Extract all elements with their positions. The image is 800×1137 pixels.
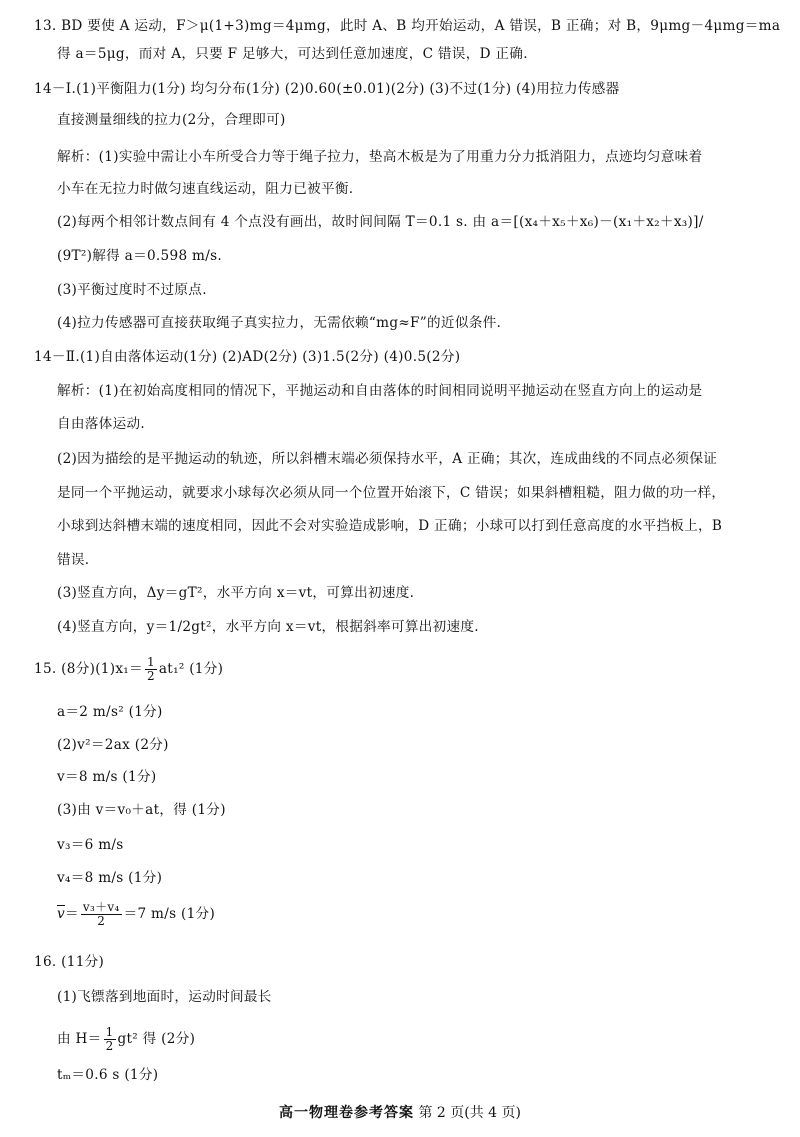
q15-line-7-tail: ＝7 m/s (1分) [123, 906, 216, 922]
q14-2-explain-1: 解析：(1)在初始高度相同的情况下，平抛运动和自由落体的时间相同说明平抛运动在竖直方向上的运动是 [57, 383, 703, 399]
q14-1-explain-2: 小车在无拉力时做匀速直线运动，阻力已被平衡. [57, 181, 354, 197]
q14-1-heading-1: 14－Ⅰ.(1)平衡阻力(1分) 均匀分布(1分) (2)0.60(±0.01)(2分) (3)不过(1分) (4)用拉力传感器 [34, 81, 620, 97]
q15-heading [34, 656, 223, 683]
q14-2-explain-8: (4)竖直方向，y＝1/2gt²，水平方向 x＝vt，根据斜率可算出初速度. [57, 619, 479, 635]
q15-avg-numerator: v₃＋v₄ [82, 900, 120, 914]
q16-line-2 [57, 1026, 195, 1053]
page-footer [0, 1102, 800, 1122]
q15-frac-numerator: 1 [146, 655, 155, 669]
q15-line-6: v₄＝8 m/s (1分) [57, 870, 163, 886]
q15-line-2: (2)v²＝2ax (2分) [57, 737, 169, 753]
q16-frac-numerator: 1 [105, 1025, 114, 1039]
q13-line-1: 13. BD 要使 A 运动，F＞μ(1+3)mg＝4μmg，此时 A、B 均开始运动，A 错误，B 正确；对 B，9μmg－4μmg＝ma [34, 18, 781, 34]
q16-line-3: tₘ＝0.6 s (1分) [57, 1067, 159, 1083]
q14-2-explain-3: (2)因为描绘的是平抛运动的轨迹，所以斜槽末端必须保持水平，A 正确；其次，连成曲线的不同点必须保证 [57, 451, 718, 467]
q14-2-explain-2: 自由落体运动. [57, 416, 145, 432]
q15-avg-denominator: 2 [97, 914, 106, 928]
q16-line-2-tail: gt² 得 (2分) [117, 1031, 196, 1047]
q15-line-7 [57, 901, 215, 928]
q15-line-5: v₃＝6 m/s [57, 837, 124, 853]
q14-1-explain-5: (3)平衡过度时不过原点. [57, 282, 207, 298]
q16-line-1: (1)飞镖落到地面时，运动时间最长 [57, 989, 272, 1005]
q13-line-2: 得 a＝5μg，而对 A，只要 F 足够大，可达到任意加速度，C 错误，D 正确. [57, 46, 528, 62]
q16-fraction [104, 1026, 116, 1053]
q15-line-1: a＝2 m/s² (1分) [57, 704, 163, 720]
q14-1-heading-2: 直接测量细线的拉力(2分，合理即可) [57, 112, 286, 128]
q15-average-velocity: $\overline{v}$ [57, 906, 65, 922]
q14-1-explain-1: 解析：(1)实验中需让小车所受合力等于绳子拉力，垫高木板是为了用重力分力抵消阻力，点迹均匀意味着 [57, 149, 703, 165]
q16-frac-denominator: 2 [105, 1039, 114, 1053]
q14-2-heading: 14－Ⅱ.(1)自由落体运动(1分) (2)AD(2分) (3)1.5(2分) (4)0.5(2分) [34, 349, 461, 365]
q16-heading: 16. (11分) [34, 954, 105, 970]
q14-2-explain-7: (3)竖直方向，Δy＝gT²，水平方向 x＝vt，可算出初速度. [57, 585, 415, 601]
q15-frac-denominator: 2 [146, 669, 155, 683]
footer-page-number: 第 2 页(共 4 页) [418, 1105, 521, 1121]
q14-2-explain-5: 小球到达斜槽末端的速度相同，因此不会对实验造成影响，D 正确；小球可以打到任意高度的水平挡板上，B [57, 518, 723, 534]
footer-title: 高一物理卷参考答案 [279, 1105, 414, 1121]
q14-2-explain-4: 是同一个平抛运动，就要求小球每次必须从同一个位置开始滚下，C 错误；如果斜槽粗糙，阻力做的功一样， [57, 485, 726, 501]
q14-2-explain-6: 错误. [57, 552, 90, 568]
q15-line-3: v＝8 m/s (1分) [57, 769, 157, 785]
q14-1-explain-6: (4)拉力传感器可直接获取绳子真实拉力，无需依赖“mg≈F”的近似条件. [57, 315, 502, 331]
q14-1-explain-4: (9T²)解得 a＝0.598 m/s. [57, 248, 222, 264]
q15-avg-fraction [81, 901, 122, 928]
q16-line-2-head: 由 H＝ [57, 1031, 102, 1047]
q15-heading-tail: at₁² (1分) [158, 661, 224, 677]
q14-1-explain-3: (2)每两个相邻计数点间有 4 个点没有画出，故时间间隔 T＝0.1 s. 由 a＝[(x₄＋x₅＋x₆)－(x₁＋x₂＋x₃)]/ [57, 214, 704, 230]
q15-fraction [145, 656, 157, 683]
q15-heading-text: 15. (8分)(1)x₁＝ [34, 661, 143, 677]
q15-eq-sign: ＝ [64, 906, 79, 922]
q15-line-4: (3)由 v＝v₀＋at，得 (1分) [57, 802, 226, 818]
